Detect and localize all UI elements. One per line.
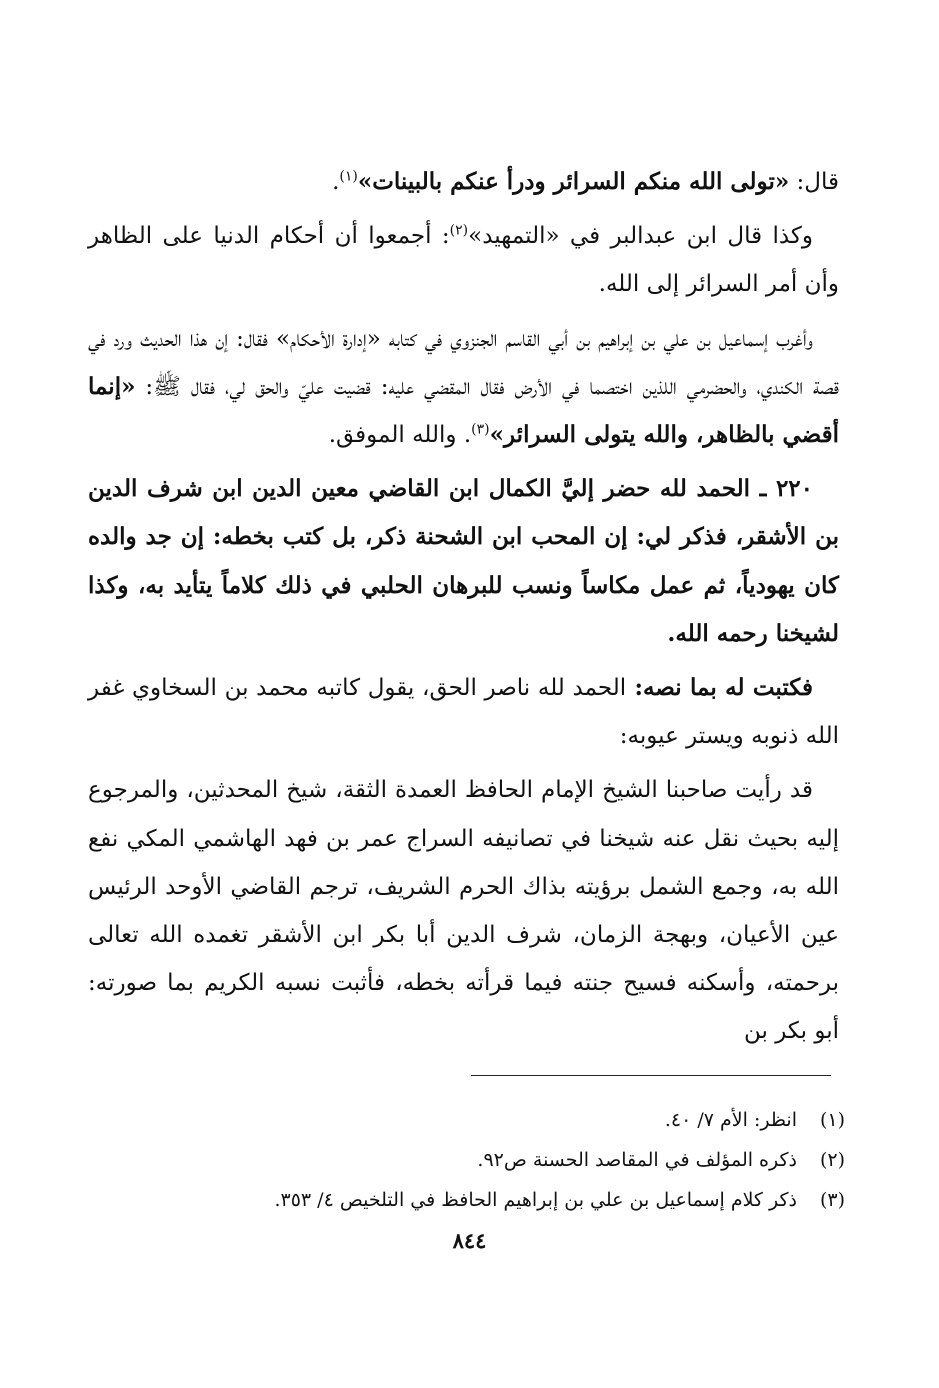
text-segment: : أجمعوا أن أحكام الدنيا على الظاهر وأن أمر السرائر إلى الله.: [88, 223, 839, 298]
footnote-text: ذكره المؤلف في المقاصد الحسنة ص٩٢.: [477, 1149, 797, 1171]
text-segment: . والله الموفق.: [328, 422, 472, 449]
bold-text: ٢٢٠ ـ الحمد لله حضر إليَّ الكمال ابن القاضي معين الدين ابن شرف الدين بن الأشقر، فذكر لي: إن المحب ابن الشحنة ذكر، بل كتب بخطه: إن جد والده كان يهودياً، ثم عمل مكاساً ونسب للبرهان الحلبي في ذلك كلاماً يتأيد به، وكذا لشيخنا رحمه الله.: [88, 475, 839, 647]
footnote-item: [88, 1100, 845, 1140]
paragraph-p6: [88, 766, 839, 1055]
footnote-marker: (٢): [449, 222, 469, 239]
footnote-item: [88, 1180, 845, 1220]
footnote-number: (٢): [819, 1149, 845, 1171]
text-segment: وكذا قال ابن عبدالبر في «التمهيد»: [468, 223, 813, 250]
footnote-marker: (٣): [471, 421, 490, 438]
paragraph-p3: [88, 315, 839, 460]
text-segment: .: [332, 169, 340, 195]
bold-text: «تولى الله منكم السرائر ودرأ عنكم بالبينات»: [357, 168, 790, 195]
page-number: ٨٤٤: [452, 1228, 487, 1253]
footnote-divider: [471, 1075, 831, 1076]
footnote-number: (٣): [819, 1189, 845, 1211]
footnote-text: انظر: الأم ٧/ ٤٠.: [664, 1109, 797, 1131]
footnote-marker: (١): [339, 168, 358, 185]
text-segment: قال:: [789, 169, 839, 195]
footnote-item: [88, 1140, 845, 1180]
paragraph-p2: [88, 212, 839, 308]
footnotes: [88, 1100, 845, 1220]
bold-text: «إنما أقضي بالظاهر، والله يتولى السرائر»: [88, 372, 839, 449]
main-text: [88, 158, 839, 1062]
footnote-number: (١): [819, 1109, 845, 1131]
text-segment: الحمد لله ناصر الحق، يقول كاتبه محمد بن السخاوي غفر الله ذنوبه ويستر عيوبه:: [88, 675, 839, 750]
footnote-text: ذكر كلام إسماعيل بن علي بن إبراهيم الحافظ في التلخيص ٤/ ٣٥٣.: [274, 1189, 797, 1211]
paragraph-p1: [88, 158, 839, 206]
paragraph-p5: [88, 664, 839, 760]
text-segment: وأغرب إسماعيل بن علي بن إبراهيم بن أبي القاسم الجنزوي في كتابه «إدارة الأحكام» فقال: إن هذا الحديث ورد في قصة الكندي، والحضرمي اللذين اختصما في الأرض فقال المقضي عليه: قضيت عليّ والحق لي، فقال ﷺ:: [88, 325, 839, 400]
bold-text: فكتبت له بما نصه:: [626, 674, 813, 702]
paragraph-p4: [88, 465, 839, 658]
text-segment: قد رأيت صاحبنا الشيخ الإمام الحافظ العمدة الثقة، شيخ المحدثين، والمرجوع إليه بحيث نقل عنه شيخنا في تصانيفه السراج عمر بن فهد الهاشمي المكي نفع الله به، وجمع الشمل برؤيته بذاك الحرم الشريف، ترجم القاضي الأوحد الرئيس عين الأعيان، وبهجة الزمان، شرف الدين أبا بكر ابن الأشقر تغمده الله تعالى برحمته، وأسكنه فسيح جنته فيما قرأته بخطه، فأثبت نسبه الكريم بما صورته: أبو بكر بن: [88, 777, 839, 1045]
